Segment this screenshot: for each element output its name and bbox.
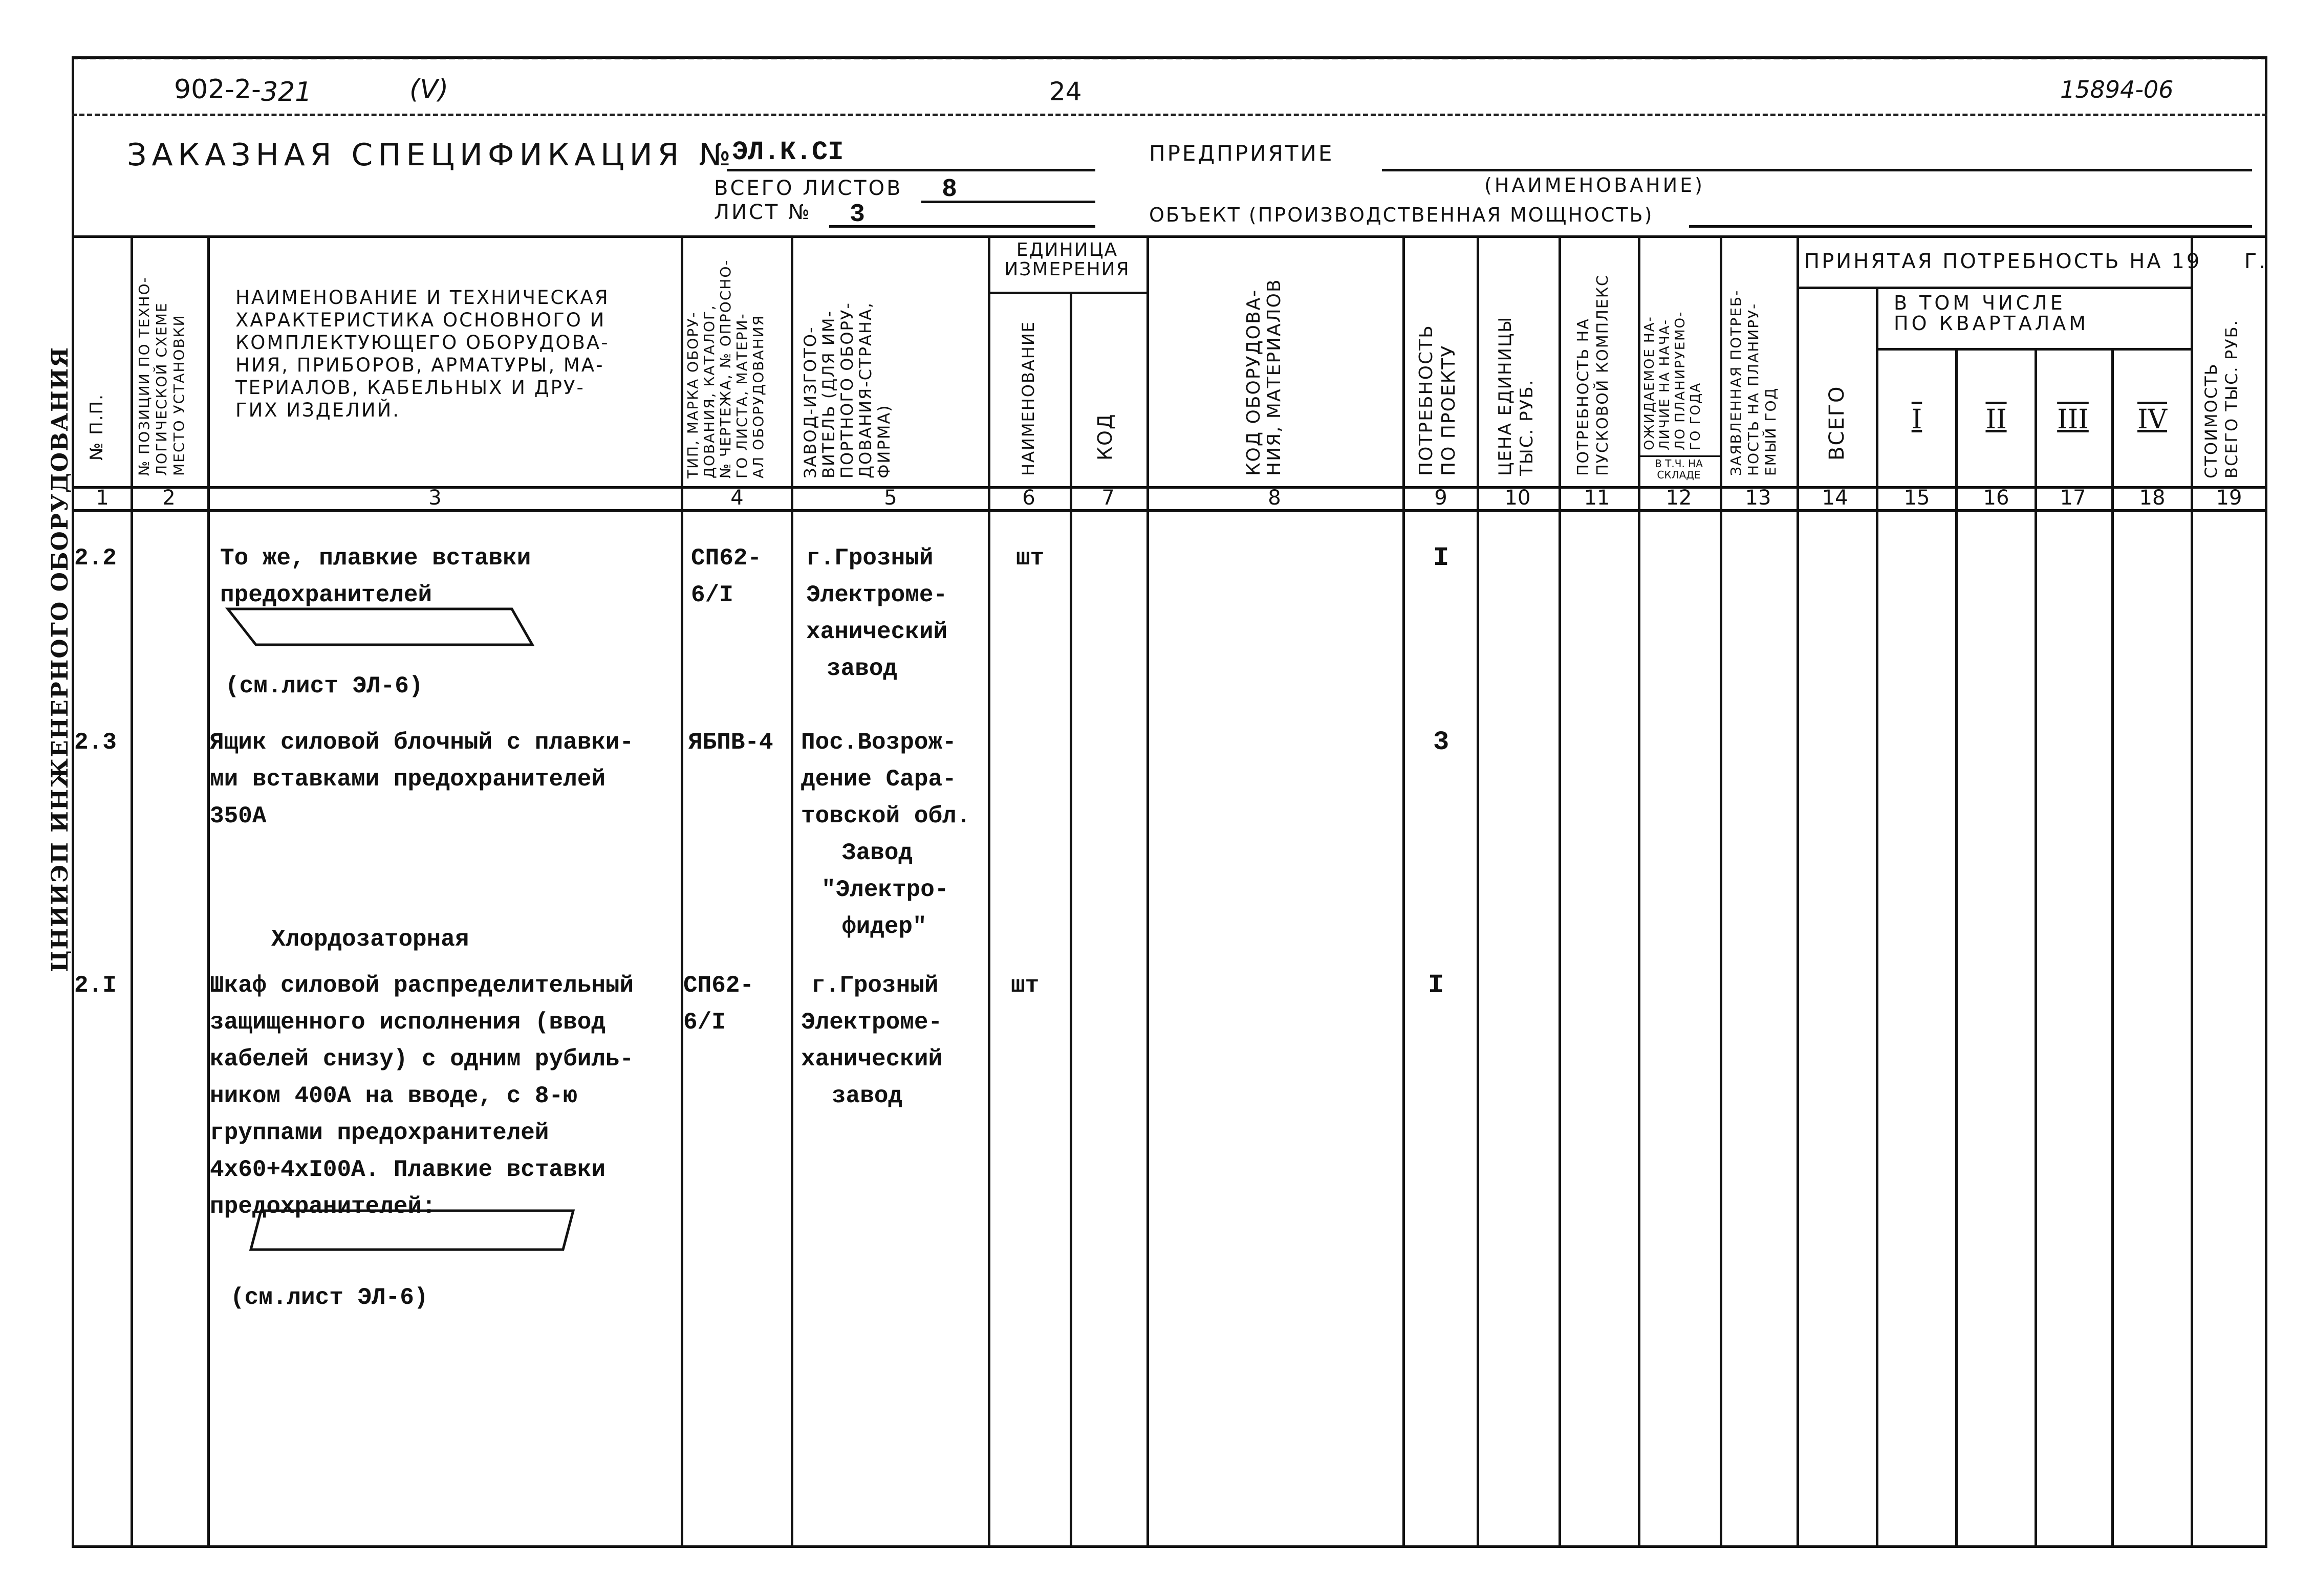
col-header-10: ЦЕНА ЕДИНИЦЫ ТЫС. РУБ. [1495, 316, 1537, 476]
col-divider-12 [1720, 235, 1722, 1548]
col-number-7: 7 [1101, 486, 1115, 510]
object-underline [1689, 225, 2252, 228]
sheet-number-label: ЛИСТ № [714, 201, 812, 224]
page-number: 24 [1049, 77, 1082, 106]
col-divider-10 [1559, 235, 1561, 1548]
row-2-1-name: Шкаф силовой распределительный защищенного исполнения (ввод кабелей снизу) с одним рубиль- ником 400А на вводе, с 8-ю группами предохранителей 4х60+4хI00А. Плавкие вставки предохранителей: [210, 972, 634, 1220]
row-2-3-name: Ящик силовой блочный с плавки- ми вставками предохранителей 350А [210, 729, 634, 829]
row-2-1-type: СП62- 6/I [683, 972, 754, 1036]
row-2-3-quantity: 3 [1433, 727, 1449, 757]
row-2-3-number: 2.3 [74, 729, 117, 756]
spec-number-underline [727, 169, 1095, 171]
page-title: ЗАКАЗНАЯ СПЕЦИФИКАЦИЯ № [127, 137, 736, 173]
col-header-15: I [1911, 404, 1922, 435]
project-code: 902-2- [174, 74, 261, 105]
total-sheets-label: ВСЕГО ЛИСТОВ [714, 177, 903, 200]
col-divider-4 [791, 235, 793, 1548]
col-number-19: 19 [2216, 486, 2242, 510]
col-header-16: II [1985, 404, 2007, 435]
row-2-1-maker: г.Грозный Электроме- ханический завод [801, 972, 943, 1109]
row-2-2-number: 2.2 [74, 545, 117, 572]
col-number-8: 8 [1268, 486, 1281, 510]
sheet-number-value: 3 [850, 200, 866, 229]
row-2-2-type: СП62- 6/I [691, 545, 762, 608]
sheet-number-underline [829, 225, 1095, 228]
row-2-1-blank-field [225, 1208, 583, 1254]
col-divider-6 [1070, 292, 1072, 1548]
top-dashed-border [72, 56, 2267, 59]
col-header-19: СТОИМОСТЬ ВСЕГО ТЫС. РУБ. [2201, 319, 2241, 478]
side-stamp: ЦНИИЭП ИНЖЕНЕРНОГО ОБОРУДОВАНИЯ [47, 346, 73, 972]
col-number-16: 16 [1983, 486, 2009, 510]
col-header-7: КОД [1094, 413, 1116, 461]
row-2-2-maker: г.Грозный Электроме- ханический завод [806, 545, 948, 682]
col-number-3: 3 [428, 486, 442, 510]
accepted-group-header: ПРИНЯТАЯ ПОТРЕБНОСТЬ НА 19 Г. [1804, 250, 2267, 273]
spec-number: ЭЛ.К.CI [732, 137, 844, 167]
row-2-2-unit: шт [1016, 545, 1045, 572]
row-2-2-quantity: I [1433, 543, 1449, 573]
col-number-4: 4 [730, 486, 744, 510]
col-number-6: 6 [1022, 486, 1035, 510]
column-number-row-bottom-rule [72, 509, 2267, 512]
col-header-11: ПОТРЕБНОСТЬ НА ПУСКОВОЙ КОМПЛЕКС [1574, 274, 1612, 476]
row-2-3-type: ЯБПВ-4 [688, 729, 773, 756]
enterprise-label: ПРЕДПРИЯТИЕ [1149, 141, 1334, 166]
unit-group-header: ЕДИНИЦА ИЗМЕРЕНИЯ [1004, 239, 1130, 280]
col-divider-1 [131, 235, 133, 1548]
col-number-10: 10 [1504, 486, 1531, 510]
row-2-1-ref: (см.лист ЭЛ-6) [230, 1284, 428, 1311]
section-heading: Хлордозаторная [271, 926, 469, 953]
col-number-15: 15 [1903, 486, 1930, 510]
col-header-12: ОЖИДАЕМОЕ НА- ЛИЧИЕ НА НАЧА- ЛО ПЛАНИРУЕМО- ГО ГОДА [1642, 311, 1703, 450]
col-divider-8 [1402, 235, 1405, 1548]
accepted-group-rule [1797, 287, 2191, 289]
col-divider-13 [1797, 235, 1799, 1548]
row-2-1-quantity: I [1428, 970, 1444, 1000]
col-divider-3 [681, 235, 683, 1548]
col-header-12-sub: В Т.Ч. НА СКЛАДЕ [1655, 457, 1703, 481]
col-number-13: 13 [1745, 486, 1771, 510]
col-header-14: ВСЕГО [1825, 385, 1849, 461]
quarters-group-header: В ТОМ ЧИСЛЕ ПО КВАРТАЛАМ [1894, 292, 2089, 335]
total-sheets-value: 8 [942, 175, 958, 204]
total-sheets-underline [921, 201, 1095, 203]
header-dashed-divider [72, 114, 2267, 116]
col-number-14: 14 [1822, 486, 1848, 510]
col-header-8: КОД ОБОРУДОВА- НИЯ, МАТЕРИАЛОВ [1243, 278, 1285, 476]
row-2-1-unit: шт [1011, 972, 1040, 999]
col-divider-18 [2191, 235, 2193, 1548]
row-2-2-ref: (см.лист ЭЛ-6) [225, 673, 423, 699]
col-header-4: ТИП, МАРКА ОБОРУ- ДОВАНИЯ, КАТАЛОГ, № ЧЕРТЕЖА, № ОПРОСНО- ГО ЛИСТА, МАТЕРИ- АЛ ОБОРУДОВАНИЯ [684, 259, 767, 478]
enterprise-name-caption: (НАИМЕНОВАНИЕ) [1484, 174, 1705, 196]
project-code-handwritten: 321 [261, 77, 312, 107]
col-header-9: ПОТРЕБНОСТЬ ПО ПРОЕКТУ [1416, 324, 1459, 476]
column-number-row-top-rule [72, 486, 2267, 489]
col-divider-7 [1146, 235, 1149, 1548]
stock-sub-rule [1638, 455, 1720, 457]
volume-mark: (V) [409, 74, 449, 105]
col-number-1: 1 [96, 486, 109, 510]
object-label: ОБЪЕКТ (ПРОИЗВОДСТВЕННАЯ МОЩНОСТЬ) [1149, 204, 1654, 226]
row-2-3-maker: Пос.Возрож- дение Сара- товской обл. Завод "Электро- фидер" [801, 729, 971, 940]
col-header-6: НАИМЕНОВАНИЕ [1019, 320, 1038, 476]
document-number: 15894-06 [2060, 76, 2174, 103]
col-divider-9 [1477, 235, 1479, 1548]
col-number-11: 11 [1584, 486, 1610, 510]
unit-group-rule [988, 292, 1146, 294]
row-2-1-number: 2.I [74, 972, 117, 999]
col-header-5: ЗАВОД-ИЗГОТО- ВИТЕЛЬ (ДЛЯ ИМ- ПОРТНОГО ОБОРУ- ДОВАНИЯ-СТРАНА, ФИРМА) [800, 301, 894, 478]
row-2-2-name: То же, плавкие вставки предохранителей [220, 545, 531, 608]
col-header-3: НАИМЕНОВАНИЕ И ТЕХНИЧЕСКАЯ ХАРАКТЕРИСТИКА ОСНОВНОГО И КОМПЛЕКТУЮЩЕГО ОБОРУДОВА- НИЯ, ПРИБОРОВ, АРМАТУРЫ, МА- ТЕРИАЛОВ, КАБЕЛЬНЫХ И ДРУ- ГИХ ИЗДЕЛИЙ. [235, 287, 610, 421]
col-number-2: 2 [162, 486, 176, 510]
enterprise-underline [1382, 169, 2252, 171]
col-divider-5 [988, 235, 990, 1548]
col-divider-14 [1876, 287, 1878, 1548]
col-number-9: 9 [1434, 486, 1447, 510]
col-divider-2 [207, 235, 210, 1548]
col-divider-17 [2111, 348, 2114, 1548]
col-number-18: 18 [2139, 486, 2166, 510]
quarters-group-rule [1876, 348, 2191, 351]
col-header-18: IV [2137, 404, 2168, 435]
col-header-2: № ПОЗИЦИИ ПО ТЕХНО- ЛОГИЧЕСКОЙ СХЕМЕ МЕСТО УСТАНОВКИ [136, 276, 187, 476]
col-number-12: 12 [1665, 486, 1692, 510]
col-divider-11 [1638, 235, 1640, 1548]
col-header-17: III [2057, 404, 2089, 435]
col-divider-16 [2035, 348, 2037, 1548]
col-number-5: 5 [884, 486, 897, 510]
col-header-1: № П.П. [86, 393, 107, 461]
col-divider-15 [1955, 348, 1958, 1548]
col-number-17: 17 [2060, 486, 2086, 510]
row-2-2-blank-field [225, 606, 543, 647]
col-header-13: ЗАЯВЛЕННАЯ ПОТРЕБ- НОСТЬ НА ПЛАНИРУ- ЕМЫЙ ГОД [1727, 289, 1779, 476]
table-header-top-rule [72, 235, 2267, 238]
